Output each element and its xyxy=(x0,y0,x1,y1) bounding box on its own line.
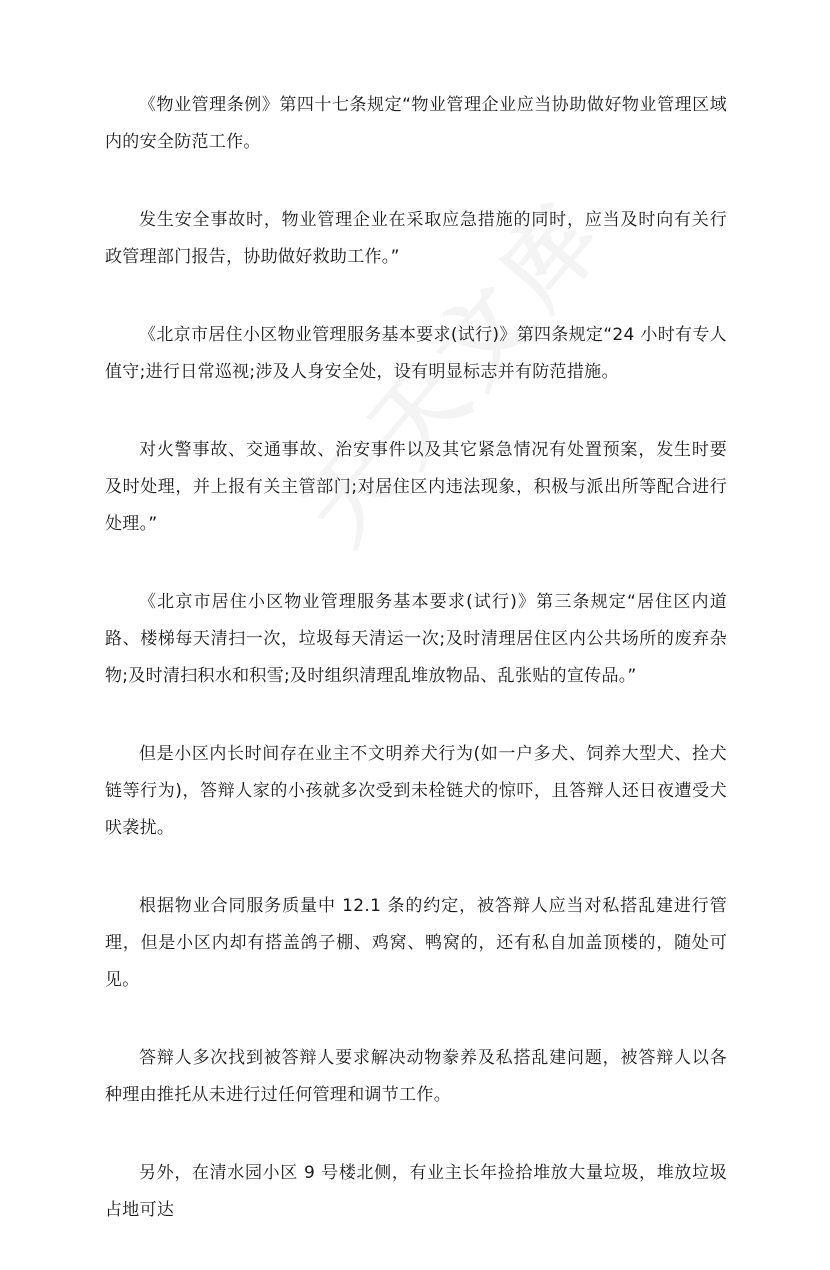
paragraph-2: 发生安全事故时，物业管理企业在采取应急措施的同时，应当及时向有关行政管理部门报告，协助做好救助工作。” xyxy=(105,210,727,267)
document-page xyxy=(105,87,727,1270)
paragraph-5: 《北京市居住小区物业管理服务基本要求(试行)》第三条规定“居住区内道路、楼梯每天清扫一次，垃圾每天清运一次;及时清理居住区内公共场所的废弃杂物;及时清扫积水和积雪;及时组织清理乱堆放物品、乱张贴的宣传品。” xyxy=(105,592,727,686)
paragraph-4: 对火警事故、交通事故、治安事件以及其它紧急情况有处置预案，发生时要及时处理，并上报有关主管部门;对居住区内违法现象，积极与派出所等配合进行处理。” xyxy=(105,440,727,534)
paragraph-9: 另外，在清水园小区 9 号楼北侧，有业主长年捡拾堆放大量垃圾，堆放垃圾占地可达 xyxy=(105,1163,727,1220)
paragraph-6: 但是小区内长时间存在业主不文明养犬行为(如一户多犬、饲养大型犬、拴犬链等行为)，答辩人家的小孩就多次受到未栓链犬的惊吓，且答辩人还日夜遭受犬吠袭扰。 xyxy=(105,744,727,838)
paragraph-3: 《北京市居住小区物业管理服务基本要求(试行)》第四条规定“24 小时有专人值守;进行日常巡视;涉及人身安全处，设有明显标志并有防范措施。 xyxy=(105,325,727,382)
paragraph-7: 根据物业合同服务质量中 12.1 条的约定，被答辩人应当对私搭乱建进行管理，但是小区内却有搭盖鸽子棚、鸡窝、鸭窝的，还有私自加盖顶楼的，随处可见。 xyxy=(105,896,727,990)
paragraph-8: 答辩人多次找到被答辩人要求解决动物豢养及私搭乱建问题，被答辩人以各种理由推托从未进行过任何管理和调节工作。 xyxy=(105,1048,727,1105)
paragraph-1: 《物业管理条例》第四十七条规定“物业管理企业应当协助做好物业管理区域内的安全防范工作。 xyxy=(105,95,727,152)
